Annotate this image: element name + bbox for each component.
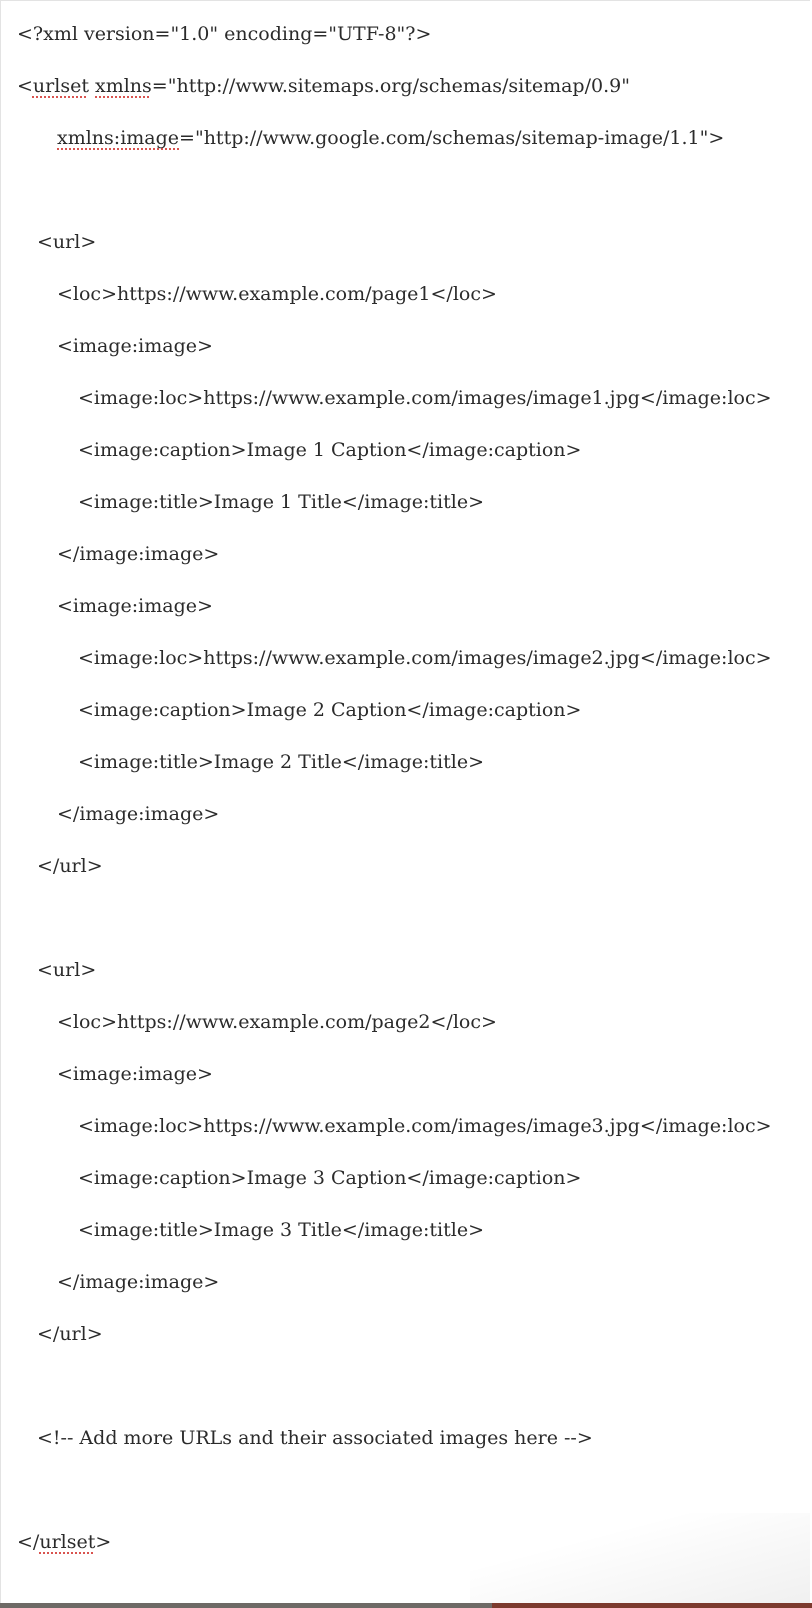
image-title-line: <image:title>Image 1 Title</image:title> <box>78 491 485 513</box>
urlset-close-line <box>17 1529 111 1555</box>
text-run: ="http://www.google.com/schemas/sitemap-image/1.1"> <box>179 127 725 149</box>
spellcheck-word[interactable]: urlset <box>39 1531 96 1553</box>
page-shadow <box>470 1513 810 1603</box>
image-close-line: </image:image> <box>57 803 220 825</box>
spellcheck-word[interactable]: xmlns <box>95 75 152 97</box>
image-close-line: </image:image> <box>57 1271 220 1293</box>
image-title-line: <image:title>Image 3 Title</image:title> <box>78 1219 485 1241</box>
spellcheck-word[interactable]: xmlns:image <box>57 127 180 149</box>
bottom-status-strip <box>0 1603 812 1608</box>
url-open-line: <url> <box>37 959 97 981</box>
image-loc-line: <image:loc>https://www.example.com/images/image3.jpg</image:loc> <box>78 1115 772 1137</box>
image-close-line: </image:image> <box>57 543 220 565</box>
comment-line: <!-- Add more URLs and their associated images here --> <box>37 1427 593 1449</box>
text-run: > <box>95 1531 112 1553</box>
xml-declaration-line: <?xml version="1.0" encoding="UTF-8"?> <box>17 23 432 45</box>
text-run: ="http://www.sitemaps.org/schemas/sitemap/0.9" <box>151 75 630 97</box>
image-open-line: <image:image> <box>57 595 213 617</box>
loc-line: <loc>https://www.example.com/page1</loc> <box>57 283 497 305</box>
image-open-line: <image:image> <box>57 335 213 357</box>
urlset-namespace-line <box>57 125 724 151</box>
image-caption-line: <image:caption>Image 2 Caption</image:caption> <box>78 699 582 721</box>
urlset-open-line <box>17 73 630 99</box>
text-run: < <box>17 75 33 97</box>
url-close-line: </url> <box>37 1323 103 1345</box>
image-open-line: <image:image> <box>57 1063 213 1085</box>
image-title-line: <image:title>Image 2 Title</image:title> <box>78 751 485 773</box>
url-close-line: </url> <box>37 855 103 877</box>
image-caption-line: <image:caption>Image 1 Caption</image:caption> <box>78 439 582 461</box>
url-open-line: <url> <box>37 231 97 253</box>
loc-line: <loc>https://www.example.com/page2</loc> <box>57 1011 497 1033</box>
image-caption-line: <image:caption>Image 3 Caption</image:caption> <box>78 1167 582 1189</box>
image-loc-line: <image:loc>https://www.example.com/images/image1.jpg</image:loc> <box>78 387 772 409</box>
text-run: </ <box>17 1531 40 1553</box>
spellcheck-word[interactable]: urlset <box>32 75 89 97</box>
image-loc-line: <image:loc>https://www.example.com/images/image2.jpg</image:loc> <box>78 647 772 669</box>
